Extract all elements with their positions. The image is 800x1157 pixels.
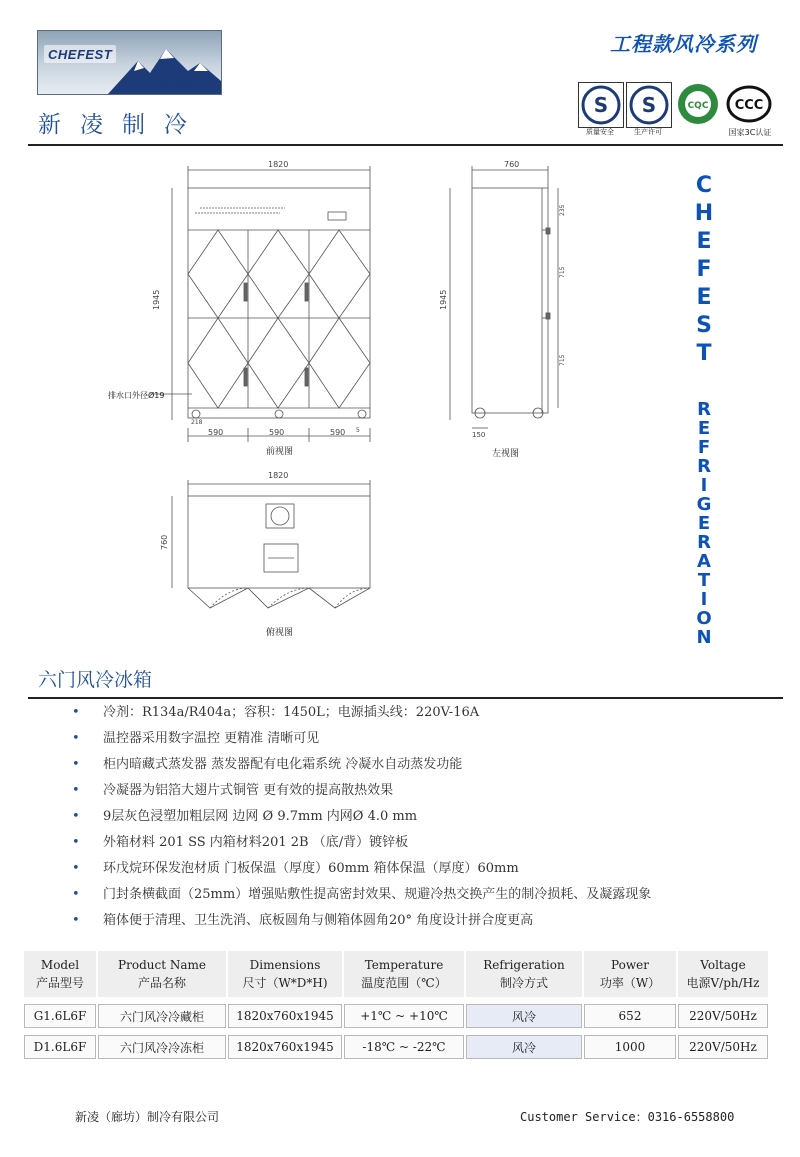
cell-temperature: +1℃ ~ +10℃ xyxy=(344,1004,464,1028)
feature-item: • 外箱材料 201 SS 内箱材料201 2B （底/背）镀锌板 xyxy=(70,833,651,859)
header-divider xyxy=(28,144,783,146)
cert-label-quality: 质量安全 xyxy=(586,128,614,136)
left-depth-dim: 150 xyxy=(472,431,486,439)
ccc-badge xyxy=(726,84,772,124)
front-bottom-dim-2: 590 xyxy=(269,428,285,437)
company-name: 新凌制冷 xyxy=(38,112,206,138)
side-brand-letter: T xyxy=(697,570,711,591)
technical-drawings xyxy=(108,158,590,653)
top-view-caption: 俯视图 xyxy=(266,628,294,638)
side-brand-letter: I xyxy=(700,589,708,610)
qs-icon xyxy=(627,83,671,127)
side-brand-letter: R xyxy=(697,532,711,553)
logo-wordmark: CHEFEST xyxy=(48,47,113,62)
spec-table xyxy=(22,951,770,1059)
svg-text:CQC: CQC xyxy=(687,101,709,111)
side-brand-letter: E xyxy=(696,229,712,254)
table-header-row xyxy=(24,951,768,997)
left-inner-dim-2: 715 xyxy=(559,266,566,278)
svg-text:S: S xyxy=(593,93,609,117)
left-height-dim: 1945 xyxy=(439,289,448,310)
table-row xyxy=(24,1004,768,1028)
front-side-dim: 5 xyxy=(356,427,360,434)
series-title: 工程款风冷系列 xyxy=(610,32,757,56)
logo-subtext: refrigeration xyxy=(142,75,199,87)
front-view-caption: 前视图 xyxy=(266,447,294,457)
drain-label: 排水口外径Ø19 xyxy=(108,391,165,400)
feature-item: • 环戊烷环保发泡材质 门板保温（厚度）60mm 箱体保温（厚度）60mm xyxy=(70,859,651,885)
table-row xyxy=(24,1035,768,1059)
front-width-dim: 1820 xyxy=(268,160,289,169)
cell-dimensions: 1820x760x1945 xyxy=(228,1004,342,1028)
cell-model: D1.6L6F xyxy=(24,1035,96,1059)
ccc-icon xyxy=(726,84,772,124)
col-header-voltage: Voltage 电源V/ph/Hz xyxy=(678,951,768,997)
section-divider xyxy=(28,697,783,699)
feature-item: • 门封条横截面（25mm）增强贴敷性提高密封效果、规避冷热交换产生的制冷损耗、及凝露现象 xyxy=(70,885,651,911)
left-view-drawing xyxy=(450,166,558,428)
cell-voltage: 220V/50Hz xyxy=(678,1004,768,1028)
svg-text:CCC: CCC xyxy=(734,98,764,113)
col-header-power: Power 功率（W） xyxy=(584,951,676,997)
qs-quality-badge xyxy=(578,82,624,128)
cqc-badge xyxy=(676,82,720,126)
left-inner-dim-1: 235 xyxy=(559,204,566,216)
col-header-temperature: Temperature 温度范围（℃） xyxy=(344,951,464,997)
side-brand-letter: T xyxy=(696,341,712,366)
front-foot-dim: 218 xyxy=(191,419,203,426)
feature-item: • 冷凝器为铝箔大翅片式铜管 更有效的提高散热效果 xyxy=(70,781,651,807)
cqc-icon xyxy=(676,82,720,126)
feature-list xyxy=(70,703,651,937)
side-brand-letter: O xyxy=(696,608,712,629)
feature-item: • 柜内暗藏式蒸发器 蒸发器配有电化霜系统 冷凝水自动蒸发功能 xyxy=(70,755,651,781)
feature-item: • 箱体便于清理、卫生洗消、底板圆角与侧箱体圆角20° 角度设计拼合度更高 xyxy=(70,911,651,937)
cell-refrigeration: 风冷 xyxy=(466,1004,582,1028)
side-brand-letter: N xyxy=(696,627,712,648)
front-bottom-dim-1: 590 xyxy=(208,428,224,437)
top-depth-dim: 760 xyxy=(160,534,169,550)
side-brand-letter: F xyxy=(696,257,712,282)
feature-item: • 冷剂：R134a/R404a；容积：1450L；电源插头线：220V-16A xyxy=(70,703,651,729)
side-brand-letter: G xyxy=(696,494,712,515)
cell-power: 1000 xyxy=(584,1035,676,1059)
side-brand-letter: E xyxy=(696,285,712,310)
feature-item: • 9层灰色浸塑加粗层网 边网 Ø 9.7mm 内网Ø 4.0 mm xyxy=(70,807,651,833)
col-header-dimensions: Dimensions 尺寸（W*D*H) xyxy=(228,951,342,997)
feature-item: • 温控器采用数字温控 更精准 清晰可见 xyxy=(70,729,651,755)
side-brand-letter: R xyxy=(697,456,711,477)
cert-label-ccc: 国家3C认证 xyxy=(728,128,772,137)
top-width-dim: 1820 xyxy=(268,471,289,480)
left-inner-dim-3: 715 xyxy=(559,354,566,366)
side-brand-letter: R xyxy=(697,399,711,420)
front-view-drawing xyxy=(150,166,370,442)
left-width-dim: 760 xyxy=(504,160,520,169)
cell-voltage: 220V/50Hz xyxy=(678,1035,768,1059)
brand-logo xyxy=(37,30,222,95)
cell-power: 652 xyxy=(584,1004,676,1028)
side-brand-refrigeration xyxy=(689,400,719,647)
cell-product-name: 六门风冷冷藏柜 xyxy=(98,1004,226,1028)
side-brand-letter: I xyxy=(700,475,708,496)
side-brand-letter: S xyxy=(696,313,712,338)
footer-company: 新凌（廊坊）制冷有限公司 xyxy=(75,1110,220,1124)
side-brand-chefest xyxy=(689,172,719,368)
left-view-caption: 左视图 xyxy=(492,449,520,459)
side-brand-letter: F xyxy=(697,437,711,458)
footer-service: Customer Service：0316-6558800 xyxy=(520,1110,735,1124)
col-header-product-name: Product Name 产品名称 xyxy=(98,951,226,997)
cell-model: G1.6L6F xyxy=(24,1004,96,1028)
cell-product-name: 六门风冷冷冻柜 xyxy=(98,1035,226,1059)
cert-label-license: 生产许可 xyxy=(634,128,662,136)
side-brand-letter: C xyxy=(695,173,713,198)
qs-license-badge xyxy=(626,82,672,128)
front-height-dim: 1945 xyxy=(152,289,161,310)
col-header-model: Model 产品型号 xyxy=(24,951,96,997)
product-title: 六门风冷冰箱 xyxy=(38,669,153,691)
top-view-drawing xyxy=(172,480,370,608)
col-header-refrigeration: Refrigeration 制冷方式 xyxy=(466,951,582,997)
side-brand-letter: H xyxy=(694,201,714,226)
qs-icon xyxy=(579,83,623,127)
cell-temperature: -18℃ ~ -22℃ xyxy=(344,1035,464,1059)
side-brand-letter: E xyxy=(697,513,711,534)
cell-refrigeration: 风冷 xyxy=(466,1035,582,1059)
svg-text:S: S xyxy=(641,93,657,117)
front-bottom-dim-3: 590 xyxy=(330,428,346,437)
side-brand-letter: A xyxy=(697,551,711,572)
side-brand-letter: E xyxy=(697,418,711,439)
cell-dimensions: 1820x760x1945 xyxy=(228,1035,342,1059)
